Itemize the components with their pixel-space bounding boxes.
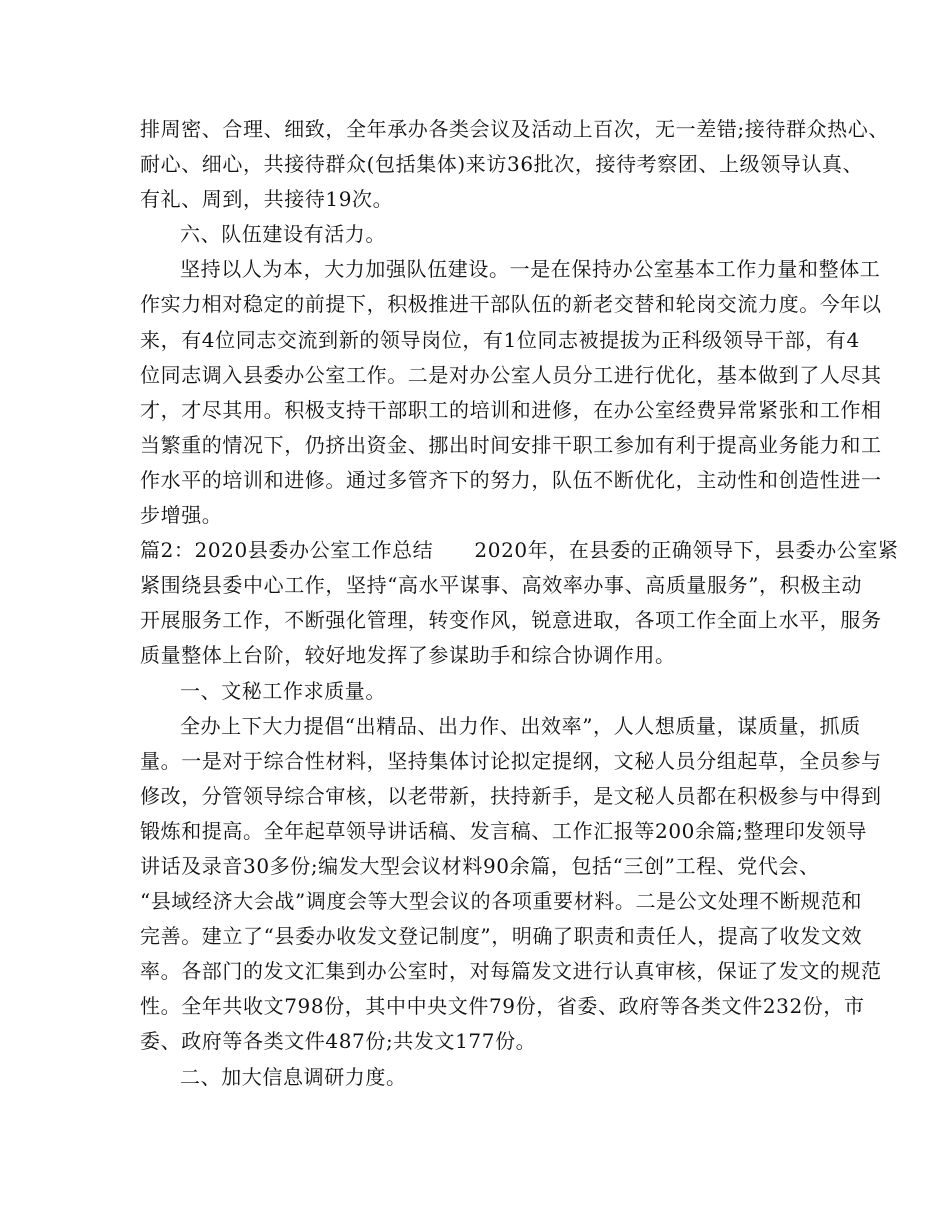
section-heading: 一、文秘工作求质量。 bbox=[180, 678, 386, 703]
body-text-line: 作实力相对稳定的前提下，积极推进干部队伍的新老交替和轮岗交流力度。今年以 bbox=[140, 292, 882, 317]
body-text-line: 当繁重的情况下，仍挤出资金、挪出时间安排干职工参加有利于提高业务能力和工 bbox=[140, 432, 882, 457]
body-text-line: 耐心、细心，共接待群众(包括集体)来访36批次，接待考察团、上级领导认真、 bbox=[140, 152, 864, 177]
body-text-line: 修改，分管领导综合审核，以老带新，扶持新手，是文秘人员都在积极参与中得到 bbox=[140, 783, 882, 808]
body-text-line: 位同志调入县委办公室工作。二是对办公室人员分工进行优化，基本做到了人尽其 bbox=[140, 362, 882, 387]
section-heading: 二、加大信息调研力度。 bbox=[180, 1064, 407, 1089]
body-text-line: 完善。建立了“县委办收发文登记制度”，明确了职责和责任人，提高了收发文效 bbox=[140, 924, 863, 949]
body-text-line: 来，有4位同志交流到新的领导岗位，有1位同志被提拔为正科级领导干部，有4 bbox=[140, 327, 860, 352]
body-text-line: 有礼、周到，共接待19次。 bbox=[140, 187, 394, 212]
body-text-line: 坚持以人为本，大力加强队伍建设。一是在保持办公室基本工作力量和整体工 bbox=[180, 257, 881, 282]
body-text-line: 才，才尽其用。积极支持干部职工的培训和进修，在办公室经费异常紧张和工作相 bbox=[140, 397, 882, 422]
body-text-line: 作水平的培训和进修。通过多管齐下的努力，队伍不断优化，主动性和创造性进一 bbox=[140, 467, 882, 492]
body-text-line: 讲话及录音30多份;编发大型会议材料90余篇，包括“三创”工程、党代会、 bbox=[140, 853, 820, 878]
body-text-line: 量。一是对于综合性材料，坚持集体讨论拟定提纲，文秘人员分组起草，全员参与 bbox=[140, 748, 882, 773]
body-text-line: 紧围绕县委中心工作，坚持“高水平谋事、高效率办事、高质量服务”，积极主动 bbox=[140, 573, 863, 598]
body-text-line: 质量整体上台阶，较好地发挥了参谋助手和综合协调作用。 bbox=[140, 643, 676, 668]
document-page bbox=[140, 112, 899, 1095]
body-text-line: 排周密、合理、细致，全年承办各类会议及活动上百次，无一差错;接待群众热心、 bbox=[140, 117, 889, 141]
body-text-line: 全办上下大力提倡“出精品、出力作、出效率”，人人想质量，谋质量，抓质 bbox=[180, 713, 861, 738]
body-text-line: 率。各部门的发文汇集到办公室时，对每篇发文进行认真审核，保证了发文的规范 bbox=[140, 959, 882, 984]
article-heading-line: 篇2：2020县委办公室工作总结 2020年，在县委的正确领导下，县委办公室紧 bbox=[140, 538, 899, 563]
body-text-line: 锻炼和提高。全年起草领导讲话稿、发言稿、工作汇报等200余篇;整理印发领导 bbox=[140, 818, 868, 843]
section-heading: 六、队伍建设有活力。 bbox=[180, 222, 386, 247]
body-text-line: 委、政府等各类文件487份;共发文177份。 bbox=[140, 1029, 537, 1054]
body-text-line: 性。全年共收文798份，其中中央文件79份，省委、政府等各类文件232份，市 bbox=[140, 994, 865, 1019]
body-text-line: 步增强。 bbox=[140, 503, 223, 528]
body-text-line: “县域经济大会战”调度会等大型会议的各项重要材料。二是公文处理不断规范和 bbox=[140, 889, 863, 914]
body-text-line: 开展服务工作，不断强化管理，转变作风，锐意进取，各项工作全面上水平，服务 bbox=[140, 608, 882, 633]
